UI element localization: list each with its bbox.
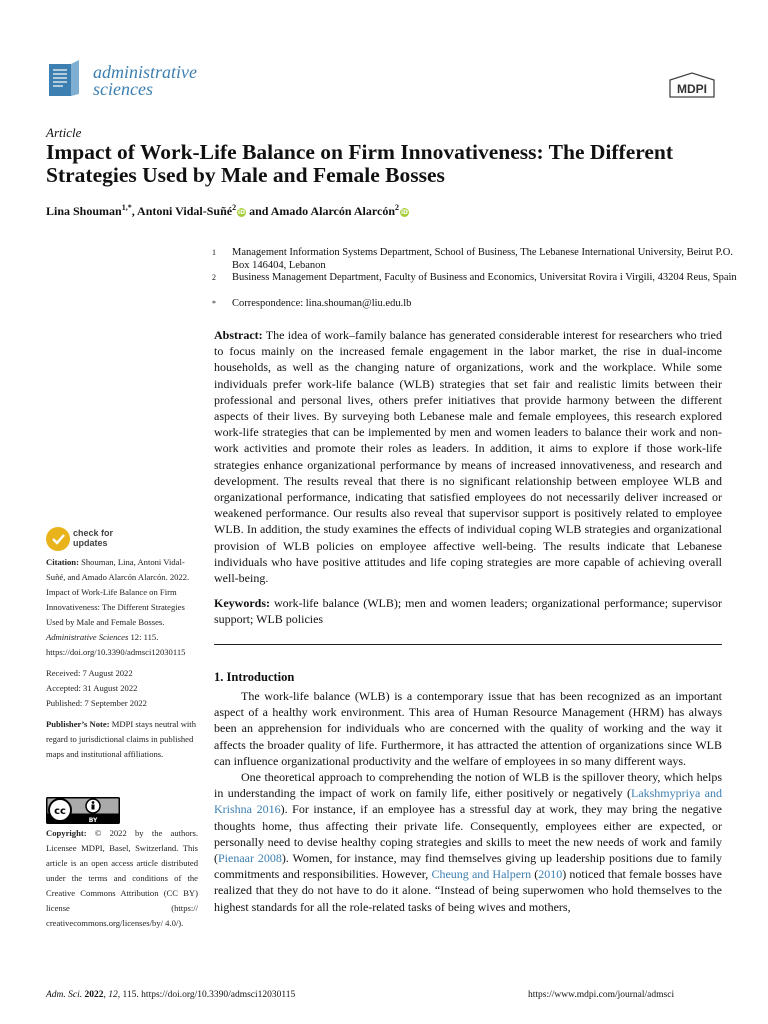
keywords [214, 595, 722, 627]
correspondence [212, 297, 737, 310]
footer-journal: Adm. Sci. [46, 990, 83, 1000]
author-2: , Antoni Vidal-Suñé [131, 204, 233, 218]
keywords-label: Keywords: [214, 596, 270, 610]
abstract-text: The idea of work–family balance has generated considerable interest for researchers who tried to focus mainly on the increased female engagement in the labor market, the rise in dual-income households, as well as the changing nature of organizations, work and the workplace. While some individuals prefer work-life balance (WLB) strategies that set fair and realistic limits between their professional and personal lives, others prefer initiatives that provide harmony between the different aspects of their lives. By surveying both Lebanese male and female employees, this research explored work-life strategies that can be implemented by men and women leaders to balance their work and non-work activities and promote their roles as leaders. In addition, it aims to explore if those work-life strategies enhance organizational performance by means of increased innovativeness, and research and development. The results reveal that there is no significant relationship between employee WLB and organizational performance, indicating that satisfied employees do not necessarily deliver increased or weakened performance. Our results also reveal that supervisor support is positively related to employee WLB. In addition, the study examines the effects of individual coping WLB strategies and organizational provision of WLB policies on employee affective well-being. The results indicate that Lebanese individuals who have positive attitudes and life coping strategies are more capable of achieving overall well-being. [214, 328, 722, 586]
citation [46, 555, 198, 660]
citation-doi[interactable]: 12: 115. https://doi.org/10.3390/admsci12030115 [46, 632, 186, 657]
publisher-note-label: Publisher’s Note: [46, 719, 110, 729]
sidebar-info [46, 555, 198, 762]
paragraph [214, 769, 722, 915]
citation-link[interactable]: 2010 [538, 867, 563, 882]
affiliation-text: Business Management Department, Faculty of Business and Economics, Universitat Rovira i Virgili, 43204 Reus, Spain [232, 272, 737, 283]
author-1: Lina Shouman [46, 204, 122, 218]
citation-label: Citation: [46, 557, 79, 567]
affiliation-text: Management Information Systems Department, School of Business, The Lebanese International University, Beirut P.O. Box 146404, Lebanon [232, 247, 733, 271]
affiliation-number: * [212, 299, 216, 308]
paragraph: The work-life balance (WLB) is a contemporary issue that has been recognized as an important aspect of a healthy work environment. This area of Human Resource Management (HRM) has always been an apprehension for individuals who are concerned with the quality of working and the way it affects the broader quality of life. Furthermore, it has attracted the attention of organizations since WLB can influence organizational productivity and the welfare of employees in so many different ways. [214, 689, 722, 768]
citation-text: Shouman, Lina, Antoni Vidal-Suñé, and Amado Alarcón Alarcón. 2022. Impact of Work-Life Balance on Firm Innovativeness: The Different Strategies Used by Male and Female Bosses. [46, 557, 190, 627]
text-run: One theoretical approach to comprehending the notion of WLB is the spillover theory, which helps in understanding the impact of work on family life, either positively or negatively ( [214, 770, 722, 801]
cc-by-license-icon[interactable] [46, 797, 120, 824]
accepted-date: Accepted: 31 August 2022 [46, 683, 138, 693]
citation-link[interactable]: Cheung and Halpern [431, 867, 532, 882]
citation-link[interactable]: Lakshmypriya and Krishna 2016 [214, 786, 722, 817]
check-updates-line1: check for [73, 528, 114, 538]
footer-year: 2022 [84, 990, 104, 1000]
orcid-icon[interactable]: iD [238, 209, 246, 216]
footer-volume: 12 [108, 990, 118, 1000]
text-run: ). For instance, if an employee has a stressful day at work, they may bring the negative thoughts home, thus affecting their private life. Consequently, employees either are expected, or personally need to devise healthy coping strategies and skills to meet the new needs of work and family ( [214, 802, 722, 866]
check-updates-icon [46, 527, 70, 551]
journal-name-line2: sciences [93, 79, 153, 99]
citation-journal: Administrative Sciences [46, 632, 129, 642]
article-type: Article [46, 125, 82, 140]
correspondence-text: Correspondence: lina.shouman@liu.edu.lb [232, 298, 412, 309]
author-2-affiliation: 2 [232, 203, 237, 212]
received-date: Received: 7 August 2022 [46, 668, 133, 678]
published-date: Published: 7 September 2022 [46, 698, 147, 708]
publisher-note [46, 717, 198, 762]
copyright-text: © 2022 by the authors. Licensee MDPI, Basel, Switzerland. This article is an open access article distributed under the terms and conditions of the Creative Commons Attribution (CC BY) license (https:// creativecommons.org/licenses/by/ 4.0/). [46, 828, 198, 928]
section-body [214, 688, 722, 915]
section-heading: 1. Introduction [214, 670, 295, 684]
citation-link[interactable]: Pienaar 2008 [218, 851, 282, 866]
orcid-icon[interactable]: iD [400, 209, 409, 216]
svg-text:cc: cc [54, 806, 66, 817]
cc-by-text: BY [88, 817, 98, 824]
author-list [46, 203, 409, 219]
article-title: Impact of Work-Life Balance on Firm Innovativeness: The Different Strategies Used by Male and Female Bosses [46, 140, 674, 187]
journal-name [93, 64, 197, 98]
abstract-label: Abstract: [214, 328, 263, 342]
affiliation-2 [212, 271, 737, 284]
author-3: and Amado Alarcón Alarcón [246, 204, 395, 218]
text-run: ). Women, for instance, may find themselves giving up leadership positions due to family commitments and responsibilities. However, [214, 851, 723, 882]
publisher-note-text: MDPI stays neutral with regard to jurisdictional claims in published maps and institutional affiliations. [46, 719, 196, 759]
copyright-label: Copyright: [46, 828, 87, 838]
footer-citation: Adm. Sci. 2022, 12, 115. https://doi.org/10.3390/admsci12030115 [46, 990, 296, 1000]
affiliation-1 [212, 246, 737, 272]
journal-logo-icon [47, 58, 83, 102]
text-run: ) noticed that female bosses have realized that they do not have to do it alone. “Instead of being superwomen who hold themselves to the highest standards for all the role-related tasks of being wives and mothers, [214, 867, 722, 914]
author-1-affiliation: 1,* [121, 203, 132, 212]
abstract [214, 327, 722, 586]
check-for-updates-button[interactable] [46, 527, 146, 553]
affiliation-number: 2 [212, 273, 216, 282]
affiliation-number: 1 [212, 248, 216, 257]
footer-doi[interactable]: , 115. https://doi.org/10.3390/admsci12030115 [117, 990, 296, 1000]
journal-name-line1: administrative [93, 62, 197, 82]
check-updates-line2: updates [73, 537, 108, 548]
author-3-affiliation: 2 [395, 203, 399, 212]
mdpi-logo-text: MDPI [677, 82, 707, 96]
copyright-notice [46, 826, 198, 931]
keywords-text: work-life balance (WLB); men and women leaders; organizational performance; supervisor support; WLB policies [214, 596, 723, 627]
section-divider [214, 644, 722, 645]
text-run: ( [531, 867, 539, 882]
mdpi-logo [666, 72, 718, 100]
footer-journal-url[interactable]: https://www.mdpi.com/journal/admsci [528, 990, 675, 1000]
